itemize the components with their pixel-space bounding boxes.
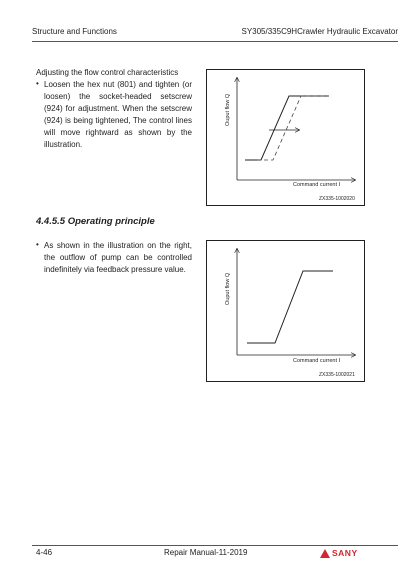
header-model-title: SY305/335C9HCrawler Hydraulic Excavator xyxy=(241,27,398,36)
figure-operating-principle xyxy=(206,240,365,382)
sany-logo xyxy=(320,548,364,559)
manual-edition: Repair Manual-11-2019 xyxy=(164,548,248,557)
figure-flow-characteristics xyxy=(206,69,365,206)
fig1-code: ZX335-1002020 xyxy=(319,196,355,202)
figure-1-graph xyxy=(207,70,366,207)
bullet-2: • xyxy=(36,240,39,249)
control-line xyxy=(247,271,333,343)
operating-principle-paragraph: As shown in the illustration on the right, the outflow of pump can be controlled indefinitely via feedback pressure value. xyxy=(44,241,192,274)
sany-logo-text: SANY xyxy=(332,548,358,558)
header-section-title: Structure and Functions xyxy=(32,27,117,36)
fig1-y-axis-label: Ouput flow Q xyxy=(225,93,231,126)
flow-adjust-intro: Adjusting the flow control characteristics xyxy=(36,68,179,77)
bullet-1: • xyxy=(36,79,39,88)
sany-logo-icon xyxy=(320,549,330,558)
axes xyxy=(237,78,355,180)
dashed-shifted-line xyxy=(257,96,329,160)
flow-adjust-paragraph: Loosen the hex nut (801) and tighten (or loosen) the socket-headed setscrew (924) for adjustment. When the setscrew (924) is being tightened, The control lines will move rightward as shown by the illustration. xyxy=(44,80,192,149)
section-heading: 4.4.5.5 Operating principle xyxy=(36,216,155,227)
fig2-code: ZX335-1002021 xyxy=(319,372,355,378)
page-number: 4-46 xyxy=(36,548,53,557)
fig1-x-axis-label: Command current I xyxy=(293,182,341,188)
fig2-x-axis-label: Command current I xyxy=(293,358,341,364)
figure-2-graph xyxy=(207,241,366,383)
footer-divider xyxy=(32,545,398,546)
fig2-y-axis-label: Ouput flow Q xyxy=(225,272,231,305)
axes xyxy=(237,249,355,355)
header-divider xyxy=(32,41,398,42)
